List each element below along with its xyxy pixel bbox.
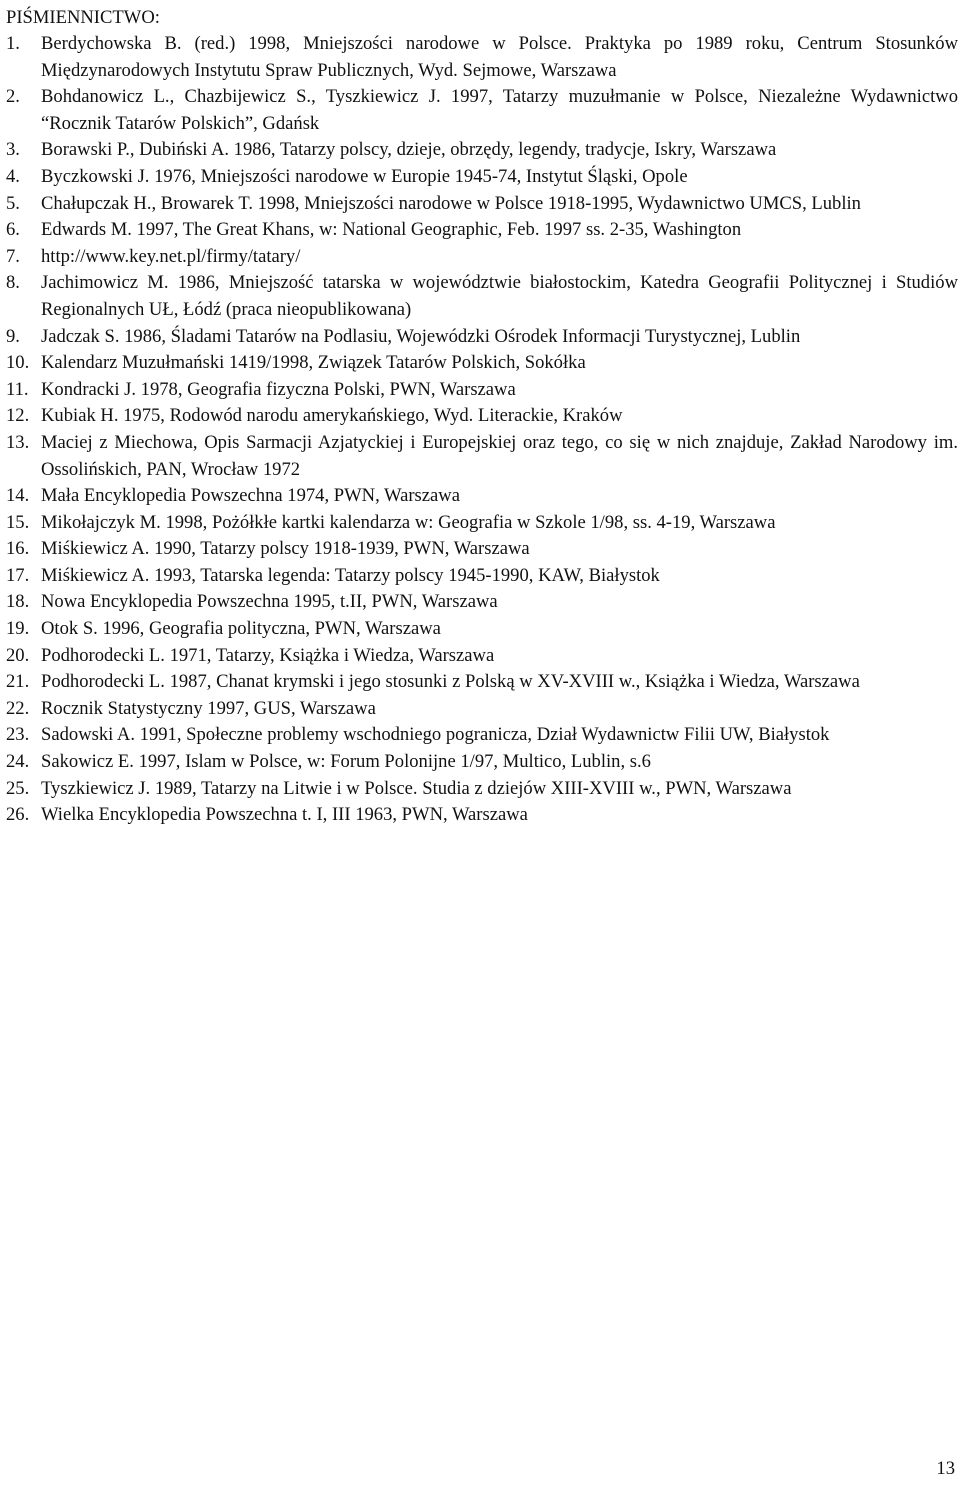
reference-item [6, 191, 958, 218]
reference-text: Otok S. 1996, Geografia polityczna, PWN, Warszawa [41, 618, 441, 640]
reference-item [6, 137, 958, 164]
reference-item [6, 643, 958, 670]
reference-number: 15. [6, 511, 30, 533]
reference-item [6, 616, 958, 643]
reference-text: Kondracki J. 1978, Geografia fizyczna Polski, PWN, Warszawa [41, 378, 516, 400]
reference-item [6, 483, 958, 510]
reference-item [6, 536, 958, 563]
reference-number: 10. [6, 352, 30, 374]
reference-number: 4. [6, 165, 20, 187]
reference-text: Rocznik Statystyczny 1997, GUS, Warszawa [41, 697, 376, 719]
reference-number: 2. [6, 86, 20, 108]
reference-text: Jachimowicz M. 1986, Mniejszość tatarska w województwie białostockim, Katedra Geografii Politycznej i Studiów Regionalnych UŁ, Łódź (praca nieopublikowana) [41, 272, 958, 320]
reference-list [6, 31, 958, 829]
reference-number: 7. [6, 245, 20, 267]
reference-text: Sakowicz E. 1997, Islam w Polsce, w: Forum Polonijne 1/97, Multico, Lublin, s.6 [41, 751, 651, 773]
reference-item [6, 403, 958, 430]
reference-number: 25. [6, 777, 30, 799]
reference-item [6, 270, 958, 323]
reference-item [6, 430, 958, 483]
reference-text: Sadowski A. 1991, Społeczne problemy wschodniego pogranicza, Dział Wydawnictw Filii UW, Białystok [41, 724, 830, 746]
reference-text: Borawski P., Dubiński A. 1986, Tatarzy polscy, dzieje, obrzędy, legendy, tradycje, Iskry, Warszawa [41, 139, 777, 161]
reference-text: Bohdanowicz L., Chazbijewicz S., Tyszkiewicz J. 1997, Tatarzy muzułmanie w Polsce, Niezależne Wydawnictwo “Rocznik Tatarów Polskich”, Gdańsk [41, 86, 958, 134]
reference-item [6, 84, 958, 137]
reference-number: 18. [6, 591, 30, 613]
reference-text: Tyszkiewicz J. 1989, Tatarzy na Litwie i w Polsce. Studia z dziejów XIII-XVIII w., PWN, Warszawa [41, 777, 792, 799]
reference-number: 22. [6, 697, 30, 719]
reference-item [6, 802, 958, 829]
reference-text: Jadczak S. 1986, Śladami Tatarów na Podlasiu, Wojewódzki Ośrodek Informacji Turystycznej, Lublin [41, 325, 801, 347]
reference-item [6, 324, 958, 351]
bibliography-heading: PIŚMIENNICTWO: [6, 7, 160, 28]
reference-item [6, 377, 958, 404]
reference-number: 13. [6, 431, 30, 453]
reference-number: 19. [6, 618, 30, 640]
reference-item [6, 776, 958, 803]
reference-item [6, 589, 958, 616]
reference-item [6, 510, 958, 537]
reference-text: Miśkiewicz A. 1990, Tatarzy polscy 1918-1939, PWN, Warszawa [41, 538, 530, 560]
reference-text: Wielka Encyklopedia Powszechna t. I, III 1963, PWN, Warszawa [41, 804, 528, 826]
reference-text: Berdychowska B. (red.) 1998, Mniejszości narodowe w Polsce. Praktyka po 1989 roku, Centrum Stosunków Międzynarodowych Instytutu Spraw Publicznych, Wyd. Sejmowe, Warszawa [41, 33, 958, 81]
reference-number: 9. [6, 325, 20, 347]
reference-item [6, 244, 958, 271]
reference-text: Kubiak H. 1975, Rodowód narodu amerykańskiego, Wyd. Literackie, Kraków [41, 405, 623, 427]
reference-item [6, 350, 958, 377]
reference-text: Miśkiewicz A. 1993, Tatarska legenda: Tatarzy polscy 1945-1990, KAW, Białystok [41, 564, 660, 586]
reference-item [6, 722, 958, 749]
reference-text: Podhorodecki L. 1987, Chanat krymski i jego stosunki z Polską w XV-XVIII w., Książka i Wiedza, Warszawa [41, 671, 860, 693]
reference-text: Mikołajczyk M. 1998, Pożółkłe kartki kalendarza w: Geografia w Szkole 1/98, ss. 4-19, Warszawa [41, 511, 776, 533]
reference-item [6, 749, 958, 776]
reference-text: Nowa Encyklopedia Powszechna 1995, t.II, PWN, Warszawa [41, 591, 498, 613]
reference-item [6, 217, 958, 244]
reference-text: Mała Encyklopedia Powszechna 1974, PWN, Warszawa [41, 485, 460, 507]
reference-item [6, 164, 958, 191]
reference-number: 5. [6, 192, 20, 214]
reference-number: 1. [6, 33, 20, 54]
reference-number: 21. [6, 671, 30, 693]
reference-item [6, 31, 958, 84]
reference-text: Podhorodecki L. 1971, Tatarzy, Książka i Wiedza, Warszawa [41, 644, 495, 666]
reference-text: Maciej z Miechowa, Opis Sarmacji Azjatyckiej i Europejskiej oraz tego, co się w nich znajduje, Zakład Narodowy im. Ossolińskich, PAN, Wrocław 1972 [41, 431, 958, 480]
reference-number: 14. [6, 485, 30, 507]
reference-number: 12. [6, 405, 30, 427]
reference-number: 20. [6, 644, 30, 666]
reference-text: Edwards M. 1997, The Great Khans, w: National Geographic, Feb. 1997 ss. 2-35, Washington [41, 219, 742, 241]
reference-number: 16. [6, 538, 30, 560]
reference-number: 24. [6, 751, 30, 773]
reference-link[interactable]: http://www.key.net.pl/firmy/tatary/ [41, 245, 301, 267]
reference-text: Kalendarz Muzułmański 1419/1998, Związek Tatarów Polskich, Sokółka [41, 352, 586, 374]
reference-number: 11. [6, 378, 29, 400]
reference-number: 3. [6, 139, 20, 161]
page-number: 13 [936, 1458, 955, 1479]
reference-item [6, 669, 958, 696]
reference-number: 23. [6, 724, 30, 746]
reference-number: 6. [6, 219, 20, 241]
reference-item [6, 563, 958, 590]
reference-number: 26. [6, 804, 30, 826]
reference-number: 17. [6, 564, 30, 586]
reference-text: Chałupczak H., Browarek T. 1998, Mniejszości narodowe w Polsce 1918-1995, Wydawnictwo UMCS, Lublin [41, 192, 861, 214]
reference-text: Byczkowski J. 1976, Mniejszości narodowe w Europie 1945-74, Instytut Śląski, Opole [41, 165, 688, 187]
reference-number: 8. [6, 272, 20, 294]
reference-item [6, 696, 958, 723]
